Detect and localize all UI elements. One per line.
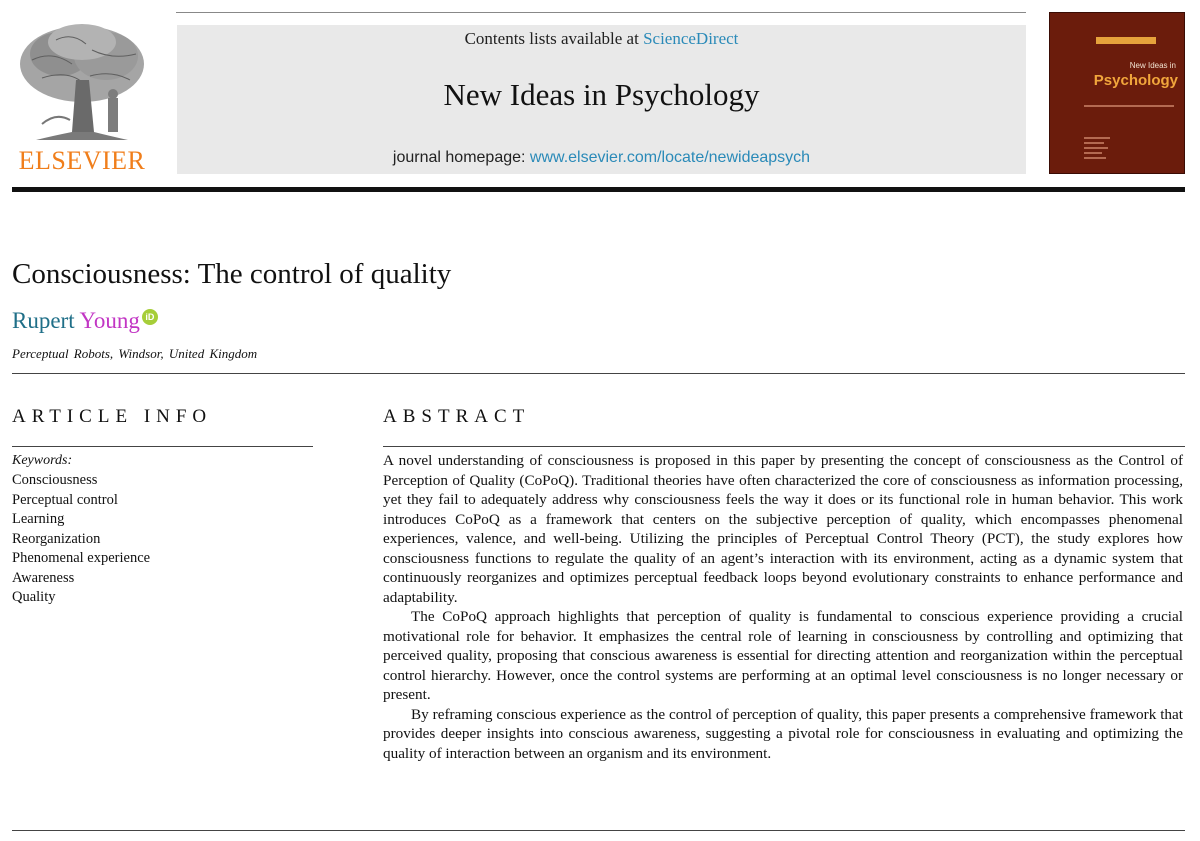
cover-title-small: New Ideas in xyxy=(1129,61,1176,70)
abstract-body xyxy=(383,451,1183,763)
abstract-paragraph: By reframing conscious experience as the control of perception of quality, this paper presents a comprehensive framework that provides deeper insights into conscious awareness, suggesting a pivotal role for consciousness in evaluating and optimizing the quality of interaction between an organism and its environment. xyxy=(383,705,1183,762)
keyword-item: Reorganization xyxy=(12,530,101,547)
author-line xyxy=(12,308,158,334)
orcid-icon[interactable]: iD xyxy=(142,309,158,325)
article-info-heading: ARTICLE INFO xyxy=(12,406,213,427)
cover-text-line xyxy=(1084,142,1104,144)
contents-line xyxy=(177,29,1026,49)
keywords-label: Keywords: xyxy=(12,453,73,468)
homepage-link[interactable]: www.elsevier.com/locate/newideapsych xyxy=(529,149,811,166)
homepage-line xyxy=(177,149,1026,167)
keyword-item: Phenomenal experience xyxy=(12,550,151,566)
author-affiliation: Perceptual Robots, Windsor, United Kingdom xyxy=(12,346,258,361)
keyword-item: Learning xyxy=(12,511,65,527)
publisher-logo[interactable] xyxy=(12,20,162,180)
abstract-paragraph: A novel understanding of consciousness is proposed in this paper by presenting the concept of consciousness as the Control of Perception of Quality (CoPoQ). Traditional theories have often characterized the core of consciousness as information processing, yet they fail to adequately address why consciousness feels the way it does or its functional role in human behavior. This work introduces CoPoQ as a framework that centers on the subjective perception of quality, which encompasses phenomenal experiences, valence, and well-being. Utilizing the principles of Perceptual Control Theory (PCT), the study explores how consciousness functions to regulate the quality of an agent’s interaction with its environment, acting as a dynamic system that continuously reorganizes and optimizes perceptual feedback loops beyond evolutionary constraints to enhance performance and adaptability. xyxy=(383,452,1183,606)
abstract-heading: ABSTRACT xyxy=(383,406,531,427)
homepage-prefix: journal homepage: xyxy=(392,149,526,166)
journal-cover-thumbnail[interactable] xyxy=(1049,12,1185,174)
bottom-rule xyxy=(12,830,1185,831)
article-info-rule xyxy=(12,446,313,447)
keyword-item: Awareness xyxy=(12,569,75,586)
cover-title-big: Psychology xyxy=(1093,72,1178,89)
abstract-rule xyxy=(383,446,1185,447)
author-last-name[interactable]: Young xyxy=(79,308,140,333)
journal-title: New Ideas in Psychology xyxy=(443,77,760,112)
cover-text-line xyxy=(1084,147,1108,149)
cover-text-line xyxy=(1084,105,1174,107)
contents-prefix: Contents lists available at xyxy=(464,29,639,48)
sciencedirect-link[interactable]: ScienceDirect xyxy=(643,29,739,48)
tree-logo-icon xyxy=(12,20,152,144)
keyword-item: Perceptual control xyxy=(12,491,118,508)
article-title: Consciousness: The control of quality xyxy=(12,258,452,290)
journal-banner xyxy=(177,25,1026,174)
header-thick-rule xyxy=(12,187,1185,192)
keyword-item: Consciousness xyxy=(12,472,98,488)
header-top-rule xyxy=(176,12,1026,13)
cover-text-line xyxy=(1084,152,1102,154)
title-block-rule xyxy=(12,373,1185,374)
cover-text-line xyxy=(1084,157,1106,159)
cover-ribbon xyxy=(1096,37,1156,44)
abstract-paragraph: The CoPoQ approach highlights that perception of quality is fundamental to conscious experience providing a crucial motivational role for behavior. It emphasizes the central role of learning in consciousness by controlling and optimizing that perceived quality, proposing that conscious awareness is essential for directing attention and reorganization within the perceptual control hierarchy. However, once the control systems are performing at an optimal level consciousness is no longer necessary or present. xyxy=(383,608,1183,703)
author-first-name[interactable]: Rupert xyxy=(12,308,75,333)
publisher-wordmark: ELSEVIER xyxy=(18,146,146,175)
cover-text-line xyxy=(1084,137,1110,139)
keyword-item: Quality xyxy=(12,589,56,605)
keywords-list xyxy=(12,471,150,608)
